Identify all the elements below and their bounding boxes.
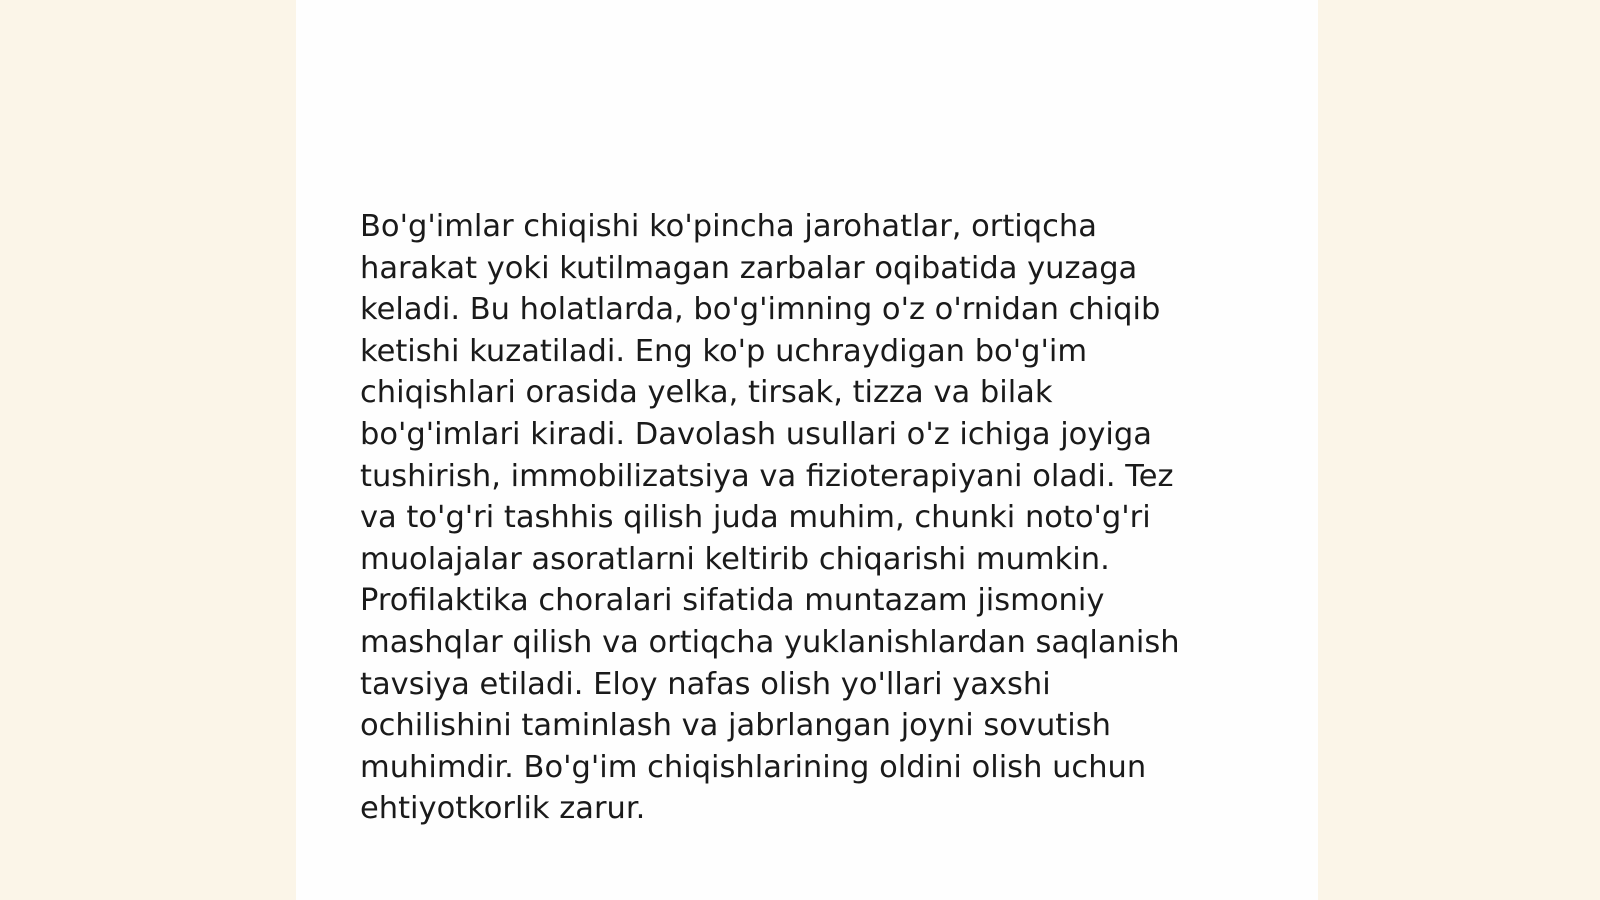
body-paragraph	[360, 206, 1260, 830]
text-line: ketishi kuzatiladi. Eng ko'p uchraydigan bo'g'im	[360, 333, 1088, 369]
text-line: harakat yoki kutilmagan zarbalar oqibatida yuzaga	[360, 250, 1138, 286]
text-line: ehtiyotkorlik zarur.	[360, 791, 646, 827]
right-margin	[1318, 0, 1600, 900]
text-line: mashqlar qilish va ortiqcha yuklanishlardan saqlanish	[360, 624, 1180, 660]
document-page	[296, 0, 1318, 900]
text-line: Profilaktika choralari sifatida muntazam jismoniy	[360, 583, 1105, 619]
text-line: tavsiya etiladi. Eloy nafas olish yo'llari yaxshi	[360, 666, 1051, 702]
text-line: muhimdir. Bo'g'im chiqishlarining oldini olish uchun	[360, 749, 1147, 785]
text-line: chiqishlari orasida yelka, tirsak, tizza va bilak	[360, 375, 1053, 411]
left-margin	[0, 0, 296, 900]
text-line: tushirish, immobilizatsiya va fizioterapiyani oladi. Tez	[360, 458, 1174, 494]
text-line: bo'g'imlari kiradi. Davolash usullari o'z ichiga joyiga	[360, 416, 1152, 452]
text-line: muolajalar asoratlarni keltirib chiqarishi mumkin.	[360, 541, 1110, 577]
text-line: va to'g'ri tashhis qilish juda muhim, chunki noto'g'ri	[360, 500, 1151, 536]
text-line: keladi. Bu holatlarda, bo'g'imning o'z o'rnidan chiqib	[360, 292, 1161, 328]
text-line: Bo'g'imlar chiqishi ko'pincha jarohatlar, ortiqcha	[360, 209, 1097, 244]
text-line: ochilishini taminlash va jabrlangan joyni sovutish	[360, 708, 1111, 744]
